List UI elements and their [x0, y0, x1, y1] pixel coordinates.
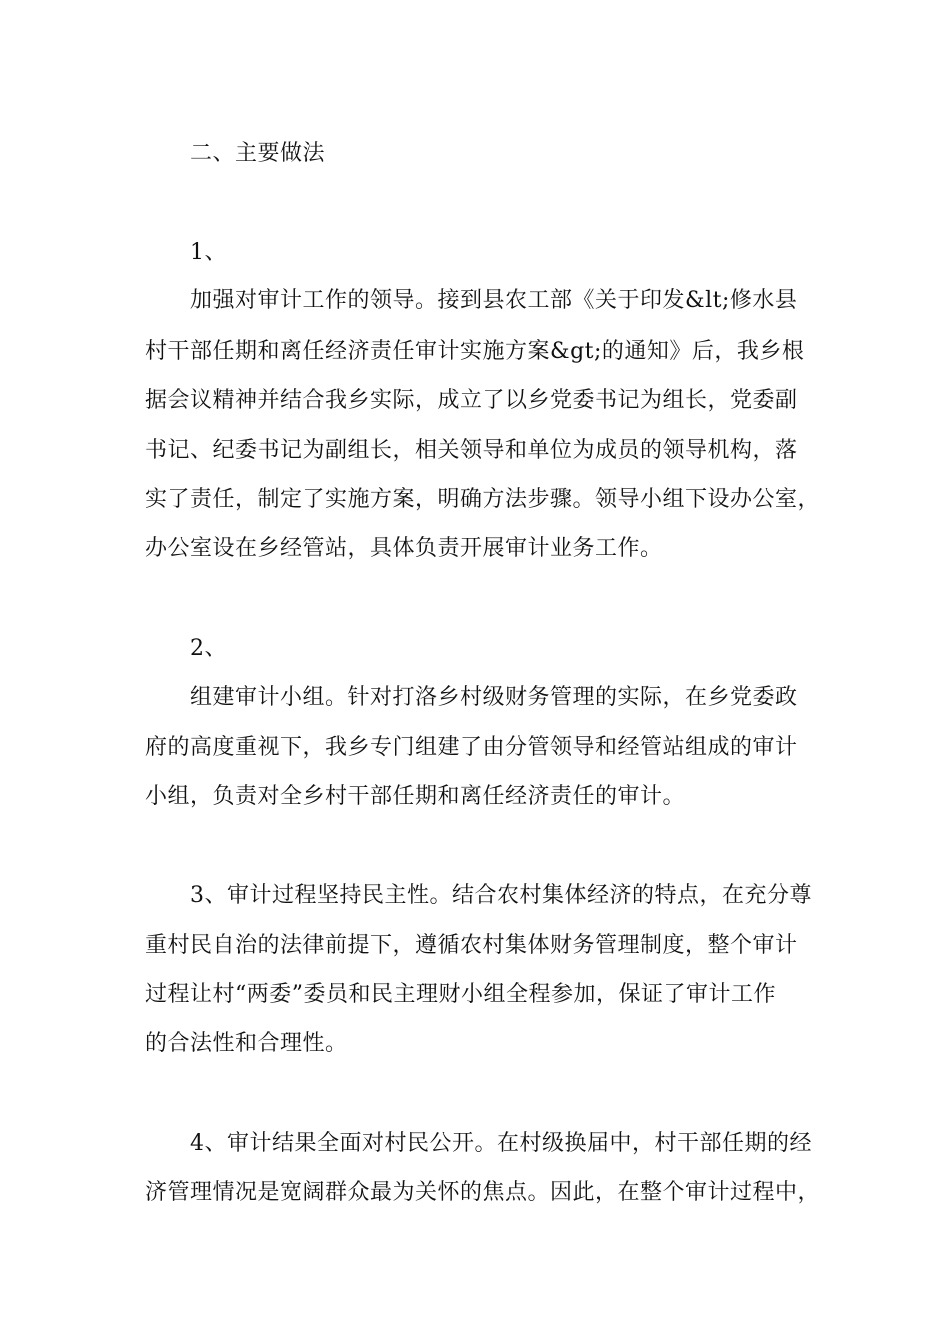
item-1-line-1: 加强对审计工作的领导。接到县农工部《关于印发&lt;修水县	[190, 288, 798, 313]
item-3-line-4: 的合法性和合理性。	[145, 1031, 348, 1056]
item-1-line-5: 实了责任，制定了实施方案，明确方法步骤。领导小组下设办公室，	[145, 487, 821, 512]
item-3-line-2: 重村民自治的法律前提下，遵循农村集体财务管理制度，整个审计	[145, 933, 798, 958]
item-1-number: 1、	[190, 240, 227, 265]
item-3-line-1: 3、审计过程坚持民主性。结合农村集体经济的特点，在充分尊	[190, 883, 812, 908]
item-1-line-6: 办公室设在乡经管站，具体负责开展审计业务工作。	[145, 536, 663, 561]
item-2-number: 2、	[190, 636, 227, 661]
section-heading: 二、主要做法	[190, 141, 326, 166]
item-1-line-4: 书记、纪委书记为副组长，相关领导和单位为成员的领导机构，落	[145, 438, 798, 463]
item-1-line-3: 据会议精神并结合我乡实际，成立了以乡党委书记为组长，党委副	[145, 388, 798, 413]
item-2-line-2: 府的高度重视下，我乡专门组建了由分管领导和经管站组成的审计	[145, 735, 798, 760]
item-1-line-2: 村干部任期和离任经济责任审计实施方案&gt;的通知》后，我乡根	[145, 339, 805, 364]
item-4-line-2: 济管理情况是宽阔群众最为关怀的焦点。因此，在整个审计过程中，	[145, 1180, 821, 1205]
item-2-line-1: 组建审计小组。针对打洛乡村级财务管理的实际，在乡党委政	[190, 685, 798, 710]
item-2-line-3: 小组，负责对全乡村干部任期和离任经济责任的审计。	[145, 784, 686, 809]
item-3-line-3: 过程让村“两委”委员和民主理财小组全程参加，保证了审计工作	[145, 982, 776, 1007]
item-4-line-1: 4、审计结果全面对村民公开。在村级换届中，村干部任期的经	[190, 1131, 812, 1156]
